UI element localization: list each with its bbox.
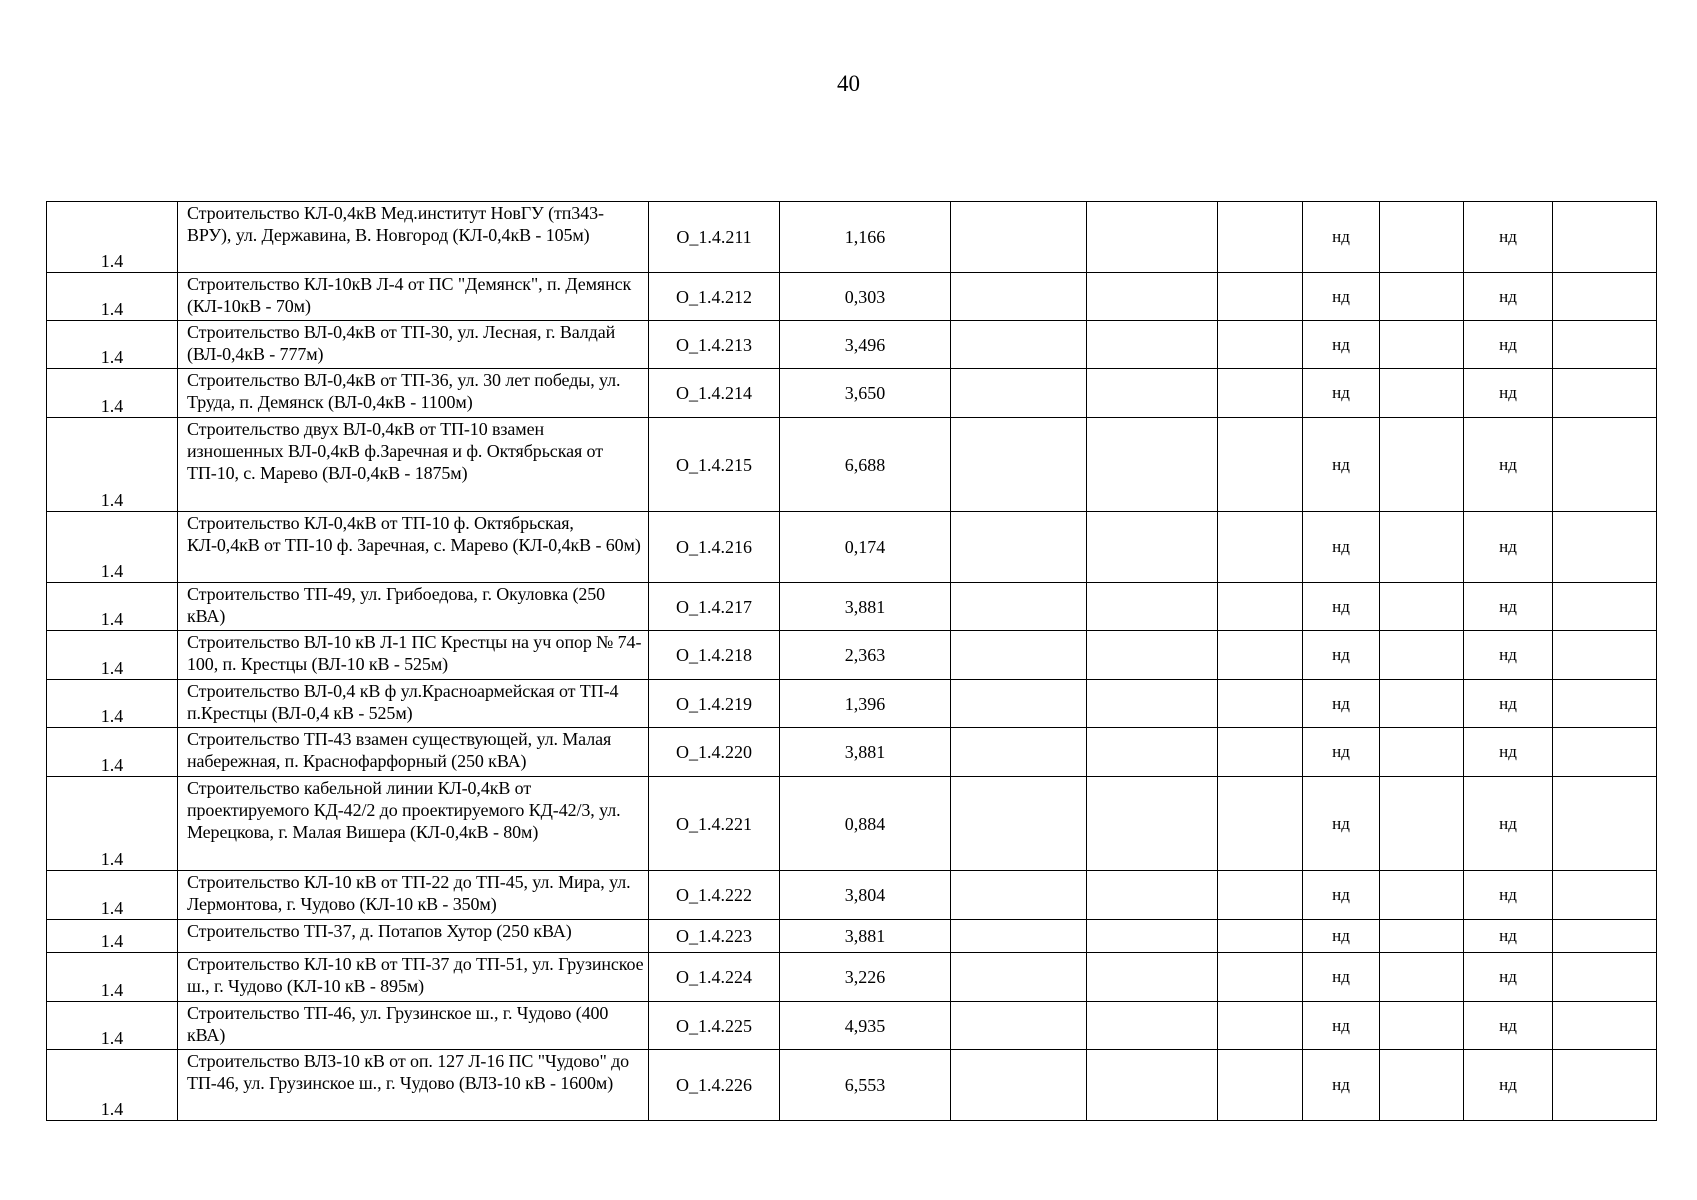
project-code-cell: О_1.4.211 [649, 202, 780, 273]
nd-cell: нд [1303, 1002, 1380, 1050]
empty-cell [1087, 202, 1218, 273]
nd-cell: нд [1303, 871, 1380, 920]
nd-cell: нд [1464, 512, 1553, 583]
empty-cell [951, 321, 1087, 369]
item-number-cell: 1.4 [47, 369, 178, 418]
empty-cell [1553, 728, 1657, 777]
description-cell: Строительство ТП-46, ул. Грузинское ш., г. Чудово (400 кВА) [178, 1002, 649, 1050]
empty-cell [1380, 631, 1464, 680]
value-cell: 3,881 [780, 728, 951, 777]
project-code-cell: О_1.4.221 [649, 777, 780, 871]
value-cell: 6,553 [780, 1050, 951, 1121]
empty-cell [1087, 273, 1218, 321]
empty-cell [1553, 1002, 1657, 1050]
empty-cell [1380, 512, 1464, 583]
nd-cell: нд [1303, 920, 1380, 953]
value-cell: 1,166 [780, 202, 951, 273]
empty-cell [1553, 631, 1657, 680]
nd-cell: нд [1303, 777, 1380, 871]
nd-cell: нд [1464, 273, 1553, 321]
item-number-cell: 1.4 [47, 512, 178, 583]
empty-cell [951, 728, 1087, 777]
empty-cell [951, 953, 1087, 1002]
value-cell: 6,688 [780, 418, 951, 512]
nd-cell: нд [1464, 728, 1553, 777]
nd-cell: нд [1464, 1050, 1553, 1121]
description-cell: Строительство КЛ-10 кВ от ТП-22 до ТП-45, ул. Мира, ул. Лермонтова, г. Чудово (КЛ-10 кВ - 350м) [178, 871, 649, 920]
empty-cell [1087, 953, 1218, 1002]
nd-cell: нд [1464, 920, 1553, 953]
empty-cell [1087, 920, 1218, 953]
empty-cell [1553, 920, 1657, 953]
empty-cell [1087, 583, 1218, 631]
description-cell: Строительство КЛ-0,4кВ Мед.институт НовГУ (тп343-ВРУ), ул. Державина, В. Новгород (КЛ-0,4кВ - 105м) [178, 202, 649, 273]
description-cell: Строительство КЛ-10 кВ от ТП-37 до ТП-51, ул. Грузинское ш., г. Чудово (КЛ-10 кВ - 895м) [178, 953, 649, 1002]
table-row [47, 953, 1657, 1002]
investment-table [46, 201, 1657, 1121]
item-number-cell: 1.4 [47, 728, 178, 777]
empty-cell [1087, 512, 1218, 583]
empty-cell [1380, 202, 1464, 273]
empty-cell [1553, 953, 1657, 1002]
nd-cell: нд [1303, 583, 1380, 631]
empty-cell [951, 202, 1087, 273]
table-row [47, 512, 1657, 583]
item-number-cell: 1.4 [47, 202, 178, 273]
item-number-cell: 1.4 [47, 920, 178, 953]
nd-cell: нд [1464, 202, 1553, 273]
nd-cell: нд [1464, 583, 1553, 631]
nd-cell: нд [1464, 631, 1553, 680]
nd-cell: нд [1303, 512, 1380, 583]
nd-cell: нд [1303, 680, 1380, 728]
empty-cell [1218, 321, 1303, 369]
project-code-cell: О_1.4.226 [649, 1050, 780, 1121]
nd-cell: нд [1303, 369, 1380, 418]
nd-cell: нд [1464, 953, 1553, 1002]
project-code-cell: О_1.4.217 [649, 583, 780, 631]
empty-cell [1380, 321, 1464, 369]
description-cell: Строительство двух ВЛ-0,4кВ от ТП-10 взамен изношенных ВЛ-0,4кВ ф.Заречная и ф. Октябрьская от ТП-10, с. Марево (ВЛ-0,4кВ - 1875м) [178, 418, 649, 512]
empty-cell [1218, 728, 1303, 777]
empty-cell [1380, 680, 1464, 728]
table-row [47, 1002, 1657, 1050]
table-row [47, 920, 1657, 953]
project-code-cell: О_1.4.224 [649, 953, 780, 1002]
value-cell: 0,303 [780, 273, 951, 321]
empty-cell [1380, 418, 1464, 512]
empty-cell [951, 273, 1087, 321]
table-row [47, 583, 1657, 631]
empty-cell [1218, 369, 1303, 418]
empty-cell [1380, 273, 1464, 321]
item-number-cell: 1.4 [47, 1050, 178, 1121]
empty-cell [1380, 1002, 1464, 1050]
item-number-cell: 1.4 [47, 680, 178, 728]
item-number-cell: 1.4 [47, 1002, 178, 1050]
nd-cell: нд [1303, 202, 1380, 273]
empty-cell [1553, 418, 1657, 512]
description-cell: Строительство ВЛ-10 кВ Л-1 ПС Крестцы на уч опор № 74-100, п. Крестцы (ВЛ-10 кВ - 525м) [178, 631, 649, 680]
project-code-cell: О_1.4.216 [649, 512, 780, 583]
nd-cell: нд [1303, 631, 1380, 680]
empty-cell [951, 418, 1087, 512]
empty-cell [951, 631, 1087, 680]
value-cell: 1,396 [780, 680, 951, 728]
empty-cell [1380, 1050, 1464, 1121]
table-row [47, 728, 1657, 777]
nd-cell: нд [1303, 1050, 1380, 1121]
project-code-cell: О_1.4.219 [649, 680, 780, 728]
empty-cell [1380, 583, 1464, 631]
value-cell: 3,881 [780, 583, 951, 631]
description-cell: Строительство ТП-43 взамен существующей, ул. Малая набережная, п. Краснофарфорный (250 кВА) [178, 728, 649, 777]
empty-cell [1218, 680, 1303, 728]
empty-cell [1553, 369, 1657, 418]
empty-cell [1553, 583, 1657, 631]
item-number-cell: 1.4 [47, 631, 178, 680]
empty-cell [1087, 871, 1218, 920]
nd-cell: нд [1464, 418, 1553, 512]
item-number-cell: 1.4 [47, 583, 178, 631]
empty-cell [1218, 920, 1303, 953]
project-code-cell: О_1.4.215 [649, 418, 780, 512]
empty-cell [1218, 631, 1303, 680]
empty-cell [951, 871, 1087, 920]
empty-cell [1218, 1050, 1303, 1121]
empty-cell [1218, 512, 1303, 583]
empty-cell [951, 512, 1087, 583]
empty-cell [1218, 871, 1303, 920]
table-row [47, 369, 1657, 418]
table-row [47, 321, 1657, 369]
value-cell: 3,496 [780, 321, 951, 369]
table-row [47, 871, 1657, 920]
description-cell: Строительство КЛ-0,4кВ от ТП-10 ф. Октябрьская, КЛ-0,4кВ от ТП-10 ф. Заречная, с. Марево (КЛ-0,4кВ - 60м) [178, 512, 649, 583]
empty-cell [1218, 777, 1303, 871]
nd-cell: нд [1464, 777, 1553, 871]
empty-cell [1218, 273, 1303, 321]
project-code-cell: О_1.4.222 [649, 871, 780, 920]
empty-cell [1380, 920, 1464, 953]
empty-cell [1218, 202, 1303, 273]
empty-cell [1553, 1050, 1657, 1121]
empty-cell [1087, 777, 1218, 871]
empty-cell [1380, 777, 1464, 871]
empty-cell [1087, 321, 1218, 369]
value-cell: 0,174 [780, 512, 951, 583]
table-row [47, 1050, 1657, 1121]
value-cell: 3,804 [780, 871, 951, 920]
empty-cell [1218, 583, 1303, 631]
empty-cell [1087, 728, 1218, 777]
empty-cell [1087, 680, 1218, 728]
nd-cell: нд [1464, 871, 1553, 920]
empty-cell [1553, 321, 1657, 369]
nd-cell: нд [1303, 321, 1380, 369]
table-row [47, 202, 1657, 273]
value-cell: 3,226 [780, 953, 951, 1002]
table-row [47, 680, 1657, 728]
description-cell: Строительство ТП-49, ул. Грибоедова, г. Окуловка (250 кВА) [178, 583, 649, 631]
page-number: 40 [837, 71, 860, 96]
empty-cell [1087, 1050, 1218, 1121]
empty-cell [951, 583, 1087, 631]
nd-cell: нд [1464, 369, 1553, 418]
item-number-cell: 1.4 [47, 418, 178, 512]
empty-cell [1553, 871, 1657, 920]
value-cell: 0,884 [780, 777, 951, 871]
table-row [47, 631, 1657, 680]
description-cell: Строительство кабельной линии КЛ-0,4кВ от проектируемого КД-42/2 до проектируемого КД-42/3, ул. Мерецкова, г. Малая Вишера (КЛ-0,4кВ - 80м) [178, 777, 649, 871]
value-cell: 4,935 [780, 1002, 951, 1050]
nd-cell: нд [1464, 1002, 1553, 1050]
project-code-cell: О_1.4.213 [649, 321, 780, 369]
empty-cell [1087, 418, 1218, 512]
value-cell: 2,363 [780, 631, 951, 680]
empty-cell [1218, 953, 1303, 1002]
project-code-cell: О_1.4.225 [649, 1002, 780, 1050]
description-cell: Строительство ТП-37, д. Потапов Хутор (250 кВА) [178, 920, 649, 953]
empty-cell [1087, 1002, 1218, 1050]
empty-cell [1553, 273, 1657, 321]
project-code-cell: О_1.4.220 [649, 728, 780, 777]
nd-cell: нд [1464, 321, 1553, 369]
description-cell: Строительство ВЛ-0,4кВ от ТП-30, ул. Лесная, г. Валдай (ВЛ-0,4кВ - 777м) [178, 321, 649, 369]
item-number-cell: 1.4 [47, 871, 178, 920]
project-code-cell: О_1.4.223 [649, 920, 780, 953]
empty-cell [1553, 777, 1657, 871]
nd-cell: нд [1464, 680, 1553, 728]
value-cell: 3,881 [780, 920, 951, 953]
empty-cell [951, 369, 1087, 418]
nd-cell: нд [1303, 953, 1380, 1002]
item-number-cell: 1.4 [47, 777, 178, 871]
empty-cell [951, 777, 1087, 871]
empty-cell [1087, 369, 1218, 418]
empty-cell [951, 1050, 1087, 1121]
nd-cell: нд [1303, 728, 1380, 777]
nd-cell: нд [1303, 418, 1380, 512]
item-number-cell: 1.4 [47, 953, 178, 1002]
project-code-cell: О_1.4.214 [649, 369, 780, 418]
item-number-cell: 1.4 [47, 321, 178, 369]
project-code-cell: О_1.4.212 [649, 273, 780, 321]
table-row [47, 273, 1657, 321]
description-cell: Строительство ВЛЗ-10 кВ от оп. 127 Л-16 ПС "Чудово" до ТП-46, ул. Грузинское ш., г. Чудово (ВЛЗ-10 кВ - 1600м) [178, 1050, 649, 1121]
empty-cell [1380, 728, 1464, 777]
empty-cell [1218, 1002, 1303, 1050]
empty-cell [951, 680, 1087, 728]
empty-cell [1553, 202, 1657, 273]
description-cell: Строительство ВЛ-0,4кВ от ТП-36, ул. 30 лет победы, ул. Труда, п. Демянск (ВЛ-0,4кВ - 1100м) [178, 369, 649, 418]
empty-cell [1218, 418, 1303, 512]
table-row [47, 777, 1657, 871]
empty-cell [1553, 512, 1657, 583]
empty-cell [1380, 369, 1464, 418]
empty-cell [1380, 871, 1464, 920]
empty-cell [951, 1002, 1087, 1050]
table-row [47, 418, 1657, 512]
item-number-cell: 1.4 [47, 273, 178, 321]
empty-cell [1087, 631, 1218, 680]
table-body [47, 202, 1657, 1121]
description-cell: Строительство ВЛ-0,4 кВ ф ул.Красноармейская от ТП-4 п.Крестцы (ВЛ-0,4 кВ - 525м) [178, 680, 649, 728]
description-cell: Строительство КЛ-10кВ Л-4 от ПС "Демянск", п. Демянск (КЛ-10кВ - 70м) [178, 273, 649, 321]
project-code-cell: О_1.4.218 [649, 631, 780, 680]
empty-cell [951, 920, 1087, 953]
empty-cell [1380, 953, 1464, 1002]
value-cell: 3,650 [780, 369, 951, 418]
empty-cell [1553, 680, 1657, 728]
nd-cell: нд [1303, 273, 1380, 321]
